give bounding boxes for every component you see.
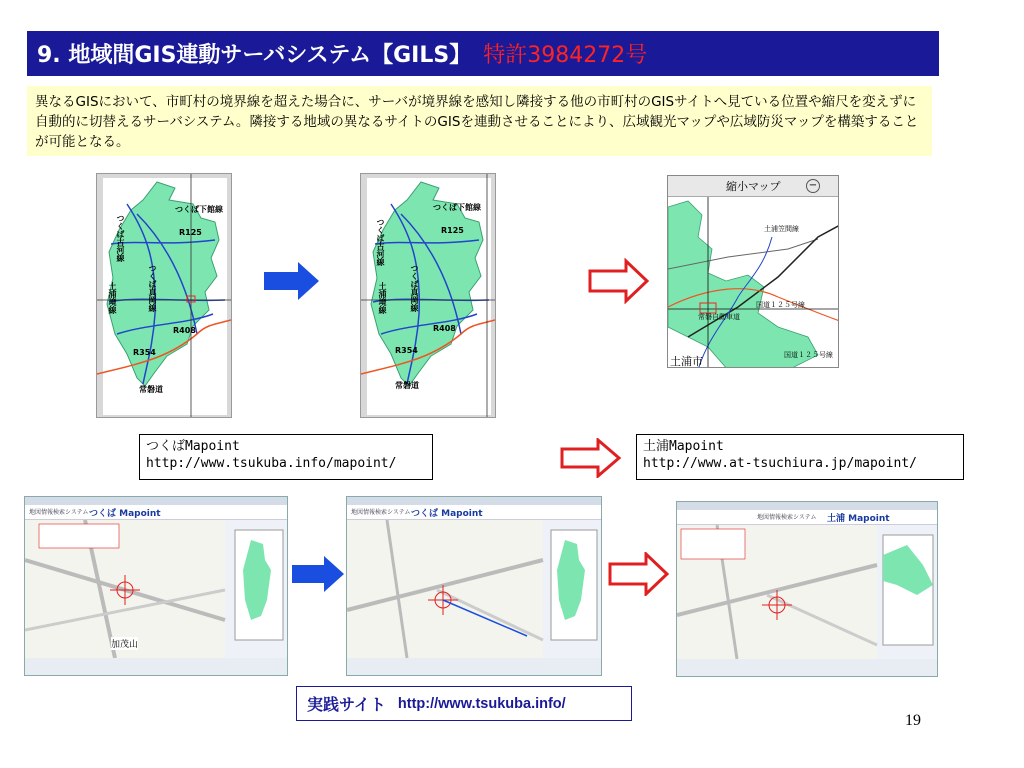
tsukuba-map-after — [360, 173, 496, 418]
tsuchiura-site-box — [636, 434, 964, 480]
road-label: R125 — [179, 228, 202, 237]
site-url[interactable]: http://www.tsukuba.info/mapoint/ — [146, 456, 397, 471]
road-label: つくば古河線 — [116, 214, 125, 262]
road-label: 常磐道 — [395, 381, 419, 390]
practice-site-label: 実践サイト — [307, 695, 386, 714]
road-label: R354 — [395, 346, 418, 355]
practice-site-url[interactable]: http://www.tsukuba.info/ — [397, 695, 566, 712]
collapse-icon[interactable]: − — [806, 179, 820, 193]
road-label: R354 — [133, 348, 156, 357]
road-label: つくば下館線 — [433, 203, 481, 212]
site-name: 土浦Mapoint — [643, 439, 724, 454]
tsukuba-site-box — [139, 434, 433, 480]
tsukuba-map-before — [96, 173, 232, 418]
patent-number: 特許3984272号 — [483, 43, 648, 68]
road-label: 国道１２５号線 — [784, 351, 833, 359]
road-label: つくば真岡線 — [148, 264, 157, 312]
description-box: 異なるGISにおいて、市町村の境界線を超えた場合に、サーバが境界線を感知し隣接する他の市町村のGISサイトへ見ている位置や縮尺を変えずに自動的に切替えるサーバシステム。隣接する地域の異なるサイトのGISを連動させることにより、広域観光マップや広域防災マップを構築することが可能となる。 — [27, 86, 932, 156]
mini-map-title: 縮小マップ — [726, 180, 781, 193]
page-title — [27, 31, 939, 76]
tsuchiura-screenshot-after — [676, 501, 938, 677]
tsukuba-screenshot-boundary — [346, 496, 602, 676]
header-title: 地図情報検索システム — [351, 509, 411, 516]
header-title: 地図情報検索システム — [29, 509, 89, 516]
road-label: 土浦境線 — [378, 282, 387, 314]
header-title: 地図情報検索システム — [757, 514, 817, 521]
practice-site-link[interactable] — [296, 686, 632, 721]
site-url[interactable]: http://www.at-tsuchiura.jp/mapoint/ — [643, 456, 917, 471]
road-label: 土浦境線 — [108, 282, 117, 314]
arrow-right-outline-icon — [588, 258, 650, 304]
brand-label: つくば Mapoint — [411, 509, 483, 519]
place-label: 加茂山 — [111, 637, 138, 650]
road-label: つくば下館線 — [175, 205, 223, 214]
mini-map-panel — [667, 175, 839, 368]
brand-label: 土浦 Mapoint — [827, 514, 890, 524]
road-label: 常磐自動車道 — [698, 313, 740, 321]
brand-label: つくば Mapoint — [89, 509, 161, 519]
arrow-right-outline-icon — [560, 438, 622, 478]
arrow-right-blue-icon — [264, 262, 319, 300]
road-label: R408 — [433, 324, 456, 333]
site-name: つくばMapoint — [146, 439, 240, 454]
map-view — [347, 520, 602, 676]
road-label: つくば真岡線 — [410, 264, 419, 312]
city-label: 土浦市 — [670, 355, 703, 368]
title-main: 9. 地域間GIS連動サーバシステム【GILS】 — [37, 43, 472, 68]
tsukuba-screenshot-before — [24, 496, 288, 676]
road-label: R408 — [173, 326, 196, 335]
page-number: 19 — [905, 712, 921, 729]
mini-map-header — [668, 176, 838, 197]
tsuchiura-mini-map — [668, 197, 839, 368]
map-view — [677, 525, 938, 677]
map-view — [25, 520, 288, 676]
arrow-right-blue-icon — [292, 556, 344, 592]
road-label: つくば古河線 — [376, 218, 385, 266]
road-label: 常磐道 — [139, 385, 163, 394]
arrow-right-outline-icon — [608, 552, 670, 596]
road-label: 土浦笠間線 — [764, 225, 799, 233]
road-label: R125 — [441, 226, 464, 235]
road-label: 国道１２５号線 — [756, 301, 805, 309]
